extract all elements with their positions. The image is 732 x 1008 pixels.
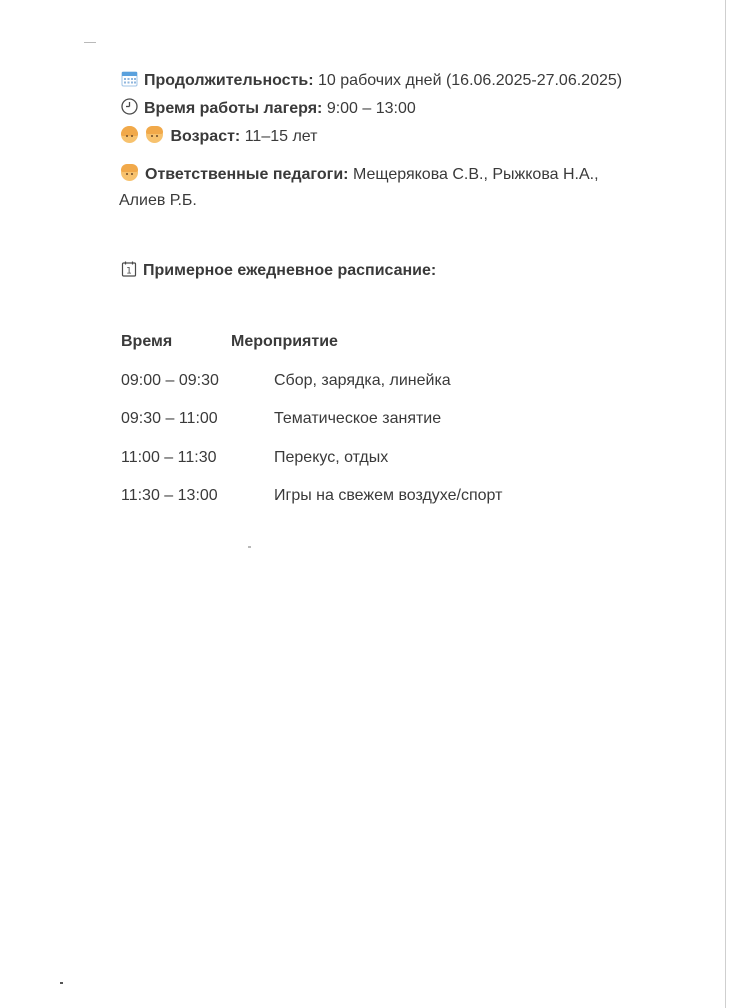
calendar-icon [121, 70, 138, 87]
schedule-header-time: Время [121, 333, 173, 350]
age-line [121, 126, 318, 148]
teachers-value-line1: Мещерякова С.В., Рыжкова Н.А., [352, 166, 599, 183]
schedule-row-time: 11:30 – 13:00 [121, 487, 218, 504]
teachers-label: Ответственные педагоги: [145, 166, 349, 183]
duration-value: 10 рабочих дней (16.06.2025-27.06.2025) [318, 72, 623, 89]
scan-edge-line [725, 0, 726, 1008]
schedule-row-event: Перекус, отдых [274, 449, 389, 466]
schedule-title-line [121, 260, 436, 282]
child-girl-icon [121, 126, 138, 143]
svg-text:1: 1 [126, 266, 132, 277]
tear-off-calendar-icon [121, 261, 137, 277]
scan-speck [248, 546, 251, 548]
schedule-row-time: 09:30 – 11:00 [121, 410, 218, 427]
schedule-row-event: Игры на свежем воздухе/спорт [274, 487, 503, 504]
hours-line [121, 98, 416, 120]
scan-speck [60, 982, 63, 984]
child-boy-icon [146, 126, 163, 143]
age-value: 11–15 лет [244, 128, 318, 145]
schedule-row-event: Сбор, зарядка, линейка [274, 372, 451, 389]
duration-label: Продолжительность: [144, 72, 314, 89]
clock-icon [121, 98, 138, 115]
age-label: Возраст: [170, 128, 241, 145]
schedule-title: Примерное ежедневное расписание: [143, 262, 437, 279]
teachers-line-2 [119, 190, 197, 212]
person-icon [121, 164, 138, 181]
hours-label: Время работы лагеря: [144, 100, 323, 117]
schedule-row-time: 09:00 – 09:30 [121, 372, 219, 389]
scan-speck [84, 42, 96, 43]
schedule-header-event: Мероприятие [231, 333, 338, 350]
hours-value: 9:00 – 13:00 [326, 100, 416, 117]
teachers-value-line2: Алиев Р.Б. [119, 192, 197, 209]
schedule-row-time: 11:00 – 11:30 [121, 449, 217, 466]
schedule-row-event: Тематическое занятие [274, 410, 442, 427]
teachers-line [121, 164, 599, 186]
duration-line [121, 70, 622, 92]
